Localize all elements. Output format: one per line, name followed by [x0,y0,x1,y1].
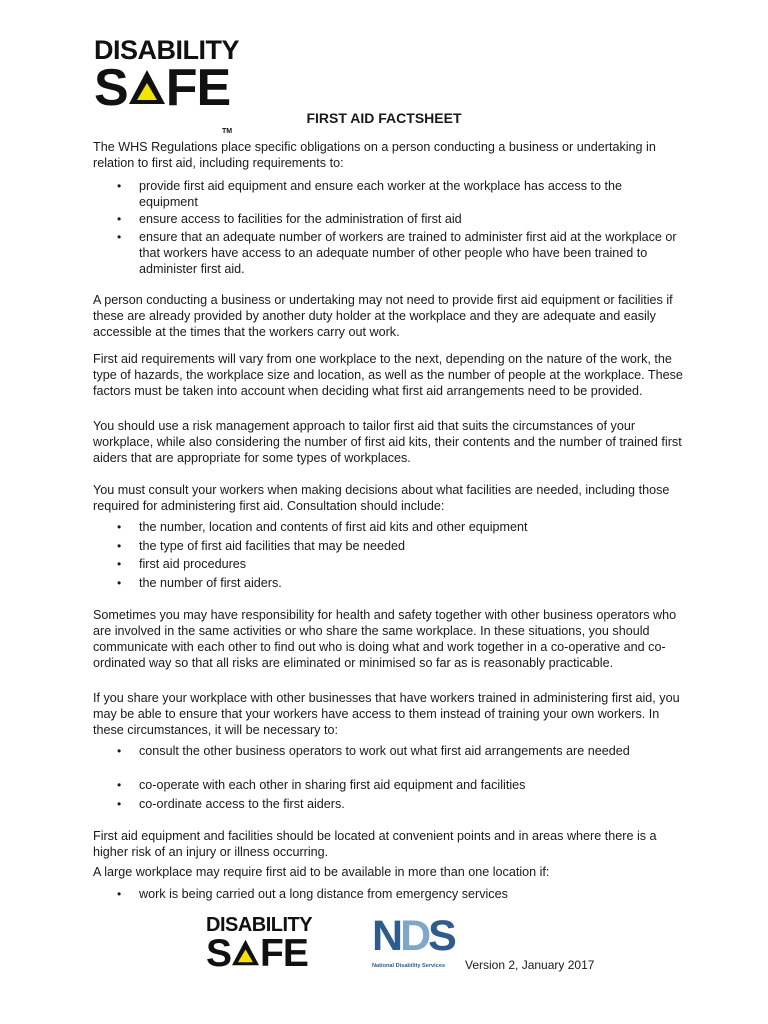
bullet: • [117,520,122,534]
footer-logo-letters-fe: FE [260,932,308,975]
intro-paragraph: The WHS Regulations place specific obligations on a person conducting a business or undertaking in relation to first aid, including requirements to: [93,140,656,170]
nds-logo-mark [372,914,454,958]
paragraph: First aid requirements will vary from one workplace to the next, depending on the nature of the work, the type of hazards, the workplace size and location, as well as the number of people at the workplace. These factors must be taken into account when deciding what first aid arrangements need to be provided. [93,352,683,398]
bullet: • [117,179,122,193]
list-item [117,797,677,813]
bullet: • [117,887,122,901]
logo-letter-s: S [94,59,128,117]
list-item-text: ensure that an adequate number of workers are trained to administer first aid at the workplace or that workers have access to an adequate number of other people who have been trained to administer first aid. [139,230,677,276]
version-label: Version 2, January 2017 [465,958,595,972]
list-item-text: provide first aid equipment and ensure each worker at the workplace has access to the equipment [139,179,623,209]
nds-organisation-name: National Disability Services [372,963,446,969]
nds-letter-s: S [428,912,454,960]
list-item [117,778,677,794]
paragraph: Sometimes you may have responsibility for health and safety together with other business operators who are involved in the same activities or who share the same workplace. In these situations, you should communicate with each other to find out who is doing what and work together in a co-operative and co-ordinated way so that all risks are eliminated or minimised so far as is reasonably practicable. [93,608,677,670]
logo-line-1: DISABILITY [94,35,240,65]
list-item [117,887,677,903]
trademark: TM [222,128,233,135]
list-item [117,230,677,278]
footer-logo-line-1: DISABILITY [206,914,313,936]
bullet: • [117,576,122,590]
list-item-text: the number, location and contents of first aid kits and other equipment [139,520,528,534]
bullet: • [117,744,122,758]
logo-line-2 [94,59,239,117]
paragraph: You should use a risk management approach to tailor first aid that suits the circumstances of your workplace, while also considering the number of first aid kits, their contents and the number of trained first aiders that are appropriate for some types of workplaces. [93,419,682,465]
list-item-text: ensure access to facilities for the administration of first aid [139,212,462,226]
list-item-text: the number of first aiders. [139,576,282,590]
list-item [117,539,677,555]
list-item [117,520,677,536]
paragraph: A person conducting a business or undertaking may not need to provide first aid equipment or facilities if these are already provided by another duty holder at the workplace and they are adequate and easily accessible at the times that the workers carry out work. [93,293,673,339]
nds-letter-n: N [372,912,401,960]
list-item [117,557,677,573]
footer-disability-safe-logo [206,914,313,975]
list-item-text: the type of first aid facilities that may be needed [139,539,406,553]
list-item [117,212,677,228]
list-item-text: co-ordinate access to the first aiders. [139,797,345,811]
list-item [117,576,677,592]
bullet: • [117,557,122,571]
nds-letter-d: D [400,912,429,960]
paragraph: If you share your workplace with other businesses that have workers trained in administering first aid, you may be able to ensure that your workers have access to them instead of training your own workers. In these circumstances, it will be necessary to: [93,691,680,737]
logo-letters-fe: FE [165,59,231,117]
list-item [117,179,677,211]
nds-logo [372,914,464,974]
bullet: • [117,212,122,226]
footer-logo-line-2 [206,932,312,975]
page-title: FIRST AID FACTSHEET [306,110,462,126]
warning-triangle-icon [128,69,166,105]
list-item-text: work is being carried out a long distance from emergency services [139,887,508,901]
bullet: • [117,797,122,811]
list-item-text: first aid procedures [139,557,247,571]
bullet: • [117,539,122,553]
paragraph: First aid equipment and facilities should be located at convenient points and in areas where there is a higher risk of an injury or illness occurring. [93,829,657,859]
list-item-text: co-operate with each other in sharing first aid equipment and facilities [139,778,526,792]
bullet: • [117,778,122,792]
disability-safe-logo [94,35,240,135]
footer-logo-letter-s: S [206,932,232,975]
list-item-text: consult the other business operators to work out what first aid arrangements are needed [139,744,630,758]
paragraph: A large workplace may require first aid to be available in more than one location if: [93,865,550,879]
list-item [117,744,677,760]
paragraph: You must consult your workers when making decisions about what facilities are needed, including those required for administering first aid. Consultation should include: [93,483,670,513]
bullet: • [117,230,122,244]
warning-triangle-icon [231,939,260,966]
